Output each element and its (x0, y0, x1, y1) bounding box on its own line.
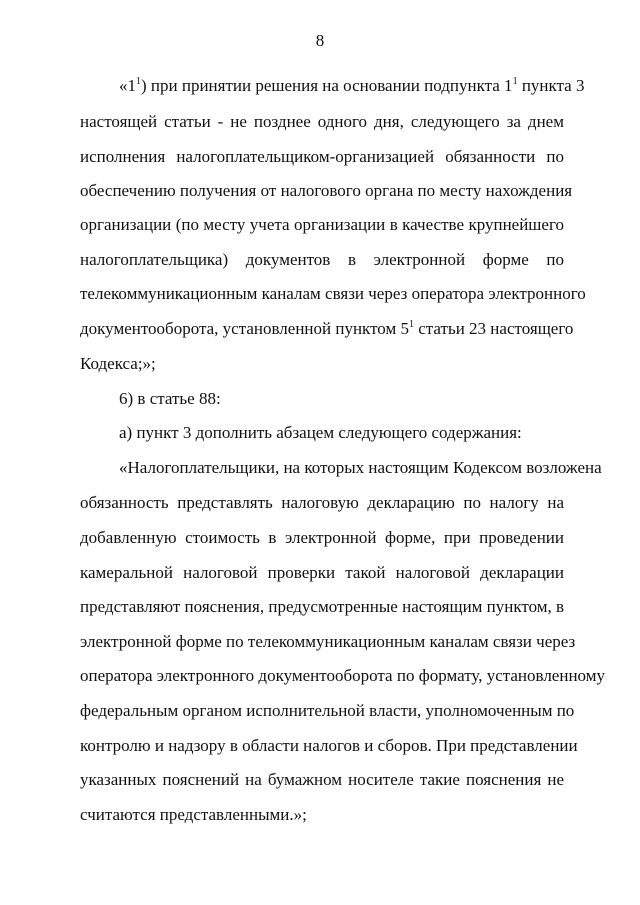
text-span: пункта 3 (517, 76, 585, 95)
paragraph-line: камеральной налоговой проверки такой налоговой декларации (80, 563, 564, 582)
paragraph-line: контролю и надзору в области налогов и сборов. При представлении (80, 736, 578, 755)
paragraph-line: обязанность представлять налоговую декларацию по налогу на (80, 493, 564, 512)
paragraph-line: указанных пояснений на бумажном носителе такие пояснения не (80, 770, 564, 789)
paragraph-line: налогоплательщика) документов в электронной форме по (80, 250, 564, 269)
superscript: 1 (408, 319, 414, 330)
paragraph-line: «Налогоплательщики, на которых настоящим Кодексом возложена (119, 458, 602, 477)
paragraph-line: Кодекса;»; (80, 354, 156, 373)
paragraph-line: настоящей статьи - не позднее одного дня, следующего за днем (80, 112, 564, 131)
paragraph-line: телекоммуникационным каналам связи через оператора электронного (80, 284, 586, 303)
paragraph-line: электронной форме по телекоммуникационным каналам связи через (80, 632, 576, 651)
text-span: статьи 23 настоящего (413, 319, 574, 338)
text-span: «1 (119, 76, 136, 95)
paragraph-line: федеральным органом исполнительной власти, уполномоченным по (80, 701, 575, 720)
superscript: 1 (136, 76, 141, 87)
paragraph-line: обеспечению получения от налогового органа по месту нахождения (80, 181, 573, 200)
paragraph-line: организации (по месту учета организации в качестве крупнейшего (80, 215, 564, 234)
paragraph-line: а) пункт 3 дополнить абзацем следующего содержания: (119, 423, 522, 442)
text-span: ) при принятии решения на основании подпункта 1 (141, 76, 513, 95)
paragraph-line (119, 76, 585, 96)
paragraph-line: исполнения налогоплательщиком-организацией обязанности по (80, 147, 564, 166)
paragraph-line: считаются представленными.»; (80, 805, 307, 824)
paragraph-line: добавленную стоимость в электронной форме, при проведении (80, 528, 564, 547)
paragraph-line: представляют пояснения, предусмотренные настоящим пунктом, в (80, 597, 565, 616)
paragraph-line: оператора электронного документооборота по формату, установленному (80, 666, 605, 685)
superscript: 1 (512, 76, 518, 87)
paragraph-line: 6) в статье 88: (119, 389, 221, 408)
page-number: 8 (315, 31, 325, 50)
paragraph-line (80, 319, 574, 339)
text-span: документооборота, установленной пунктом 5 (80, 319, 409, 338)
